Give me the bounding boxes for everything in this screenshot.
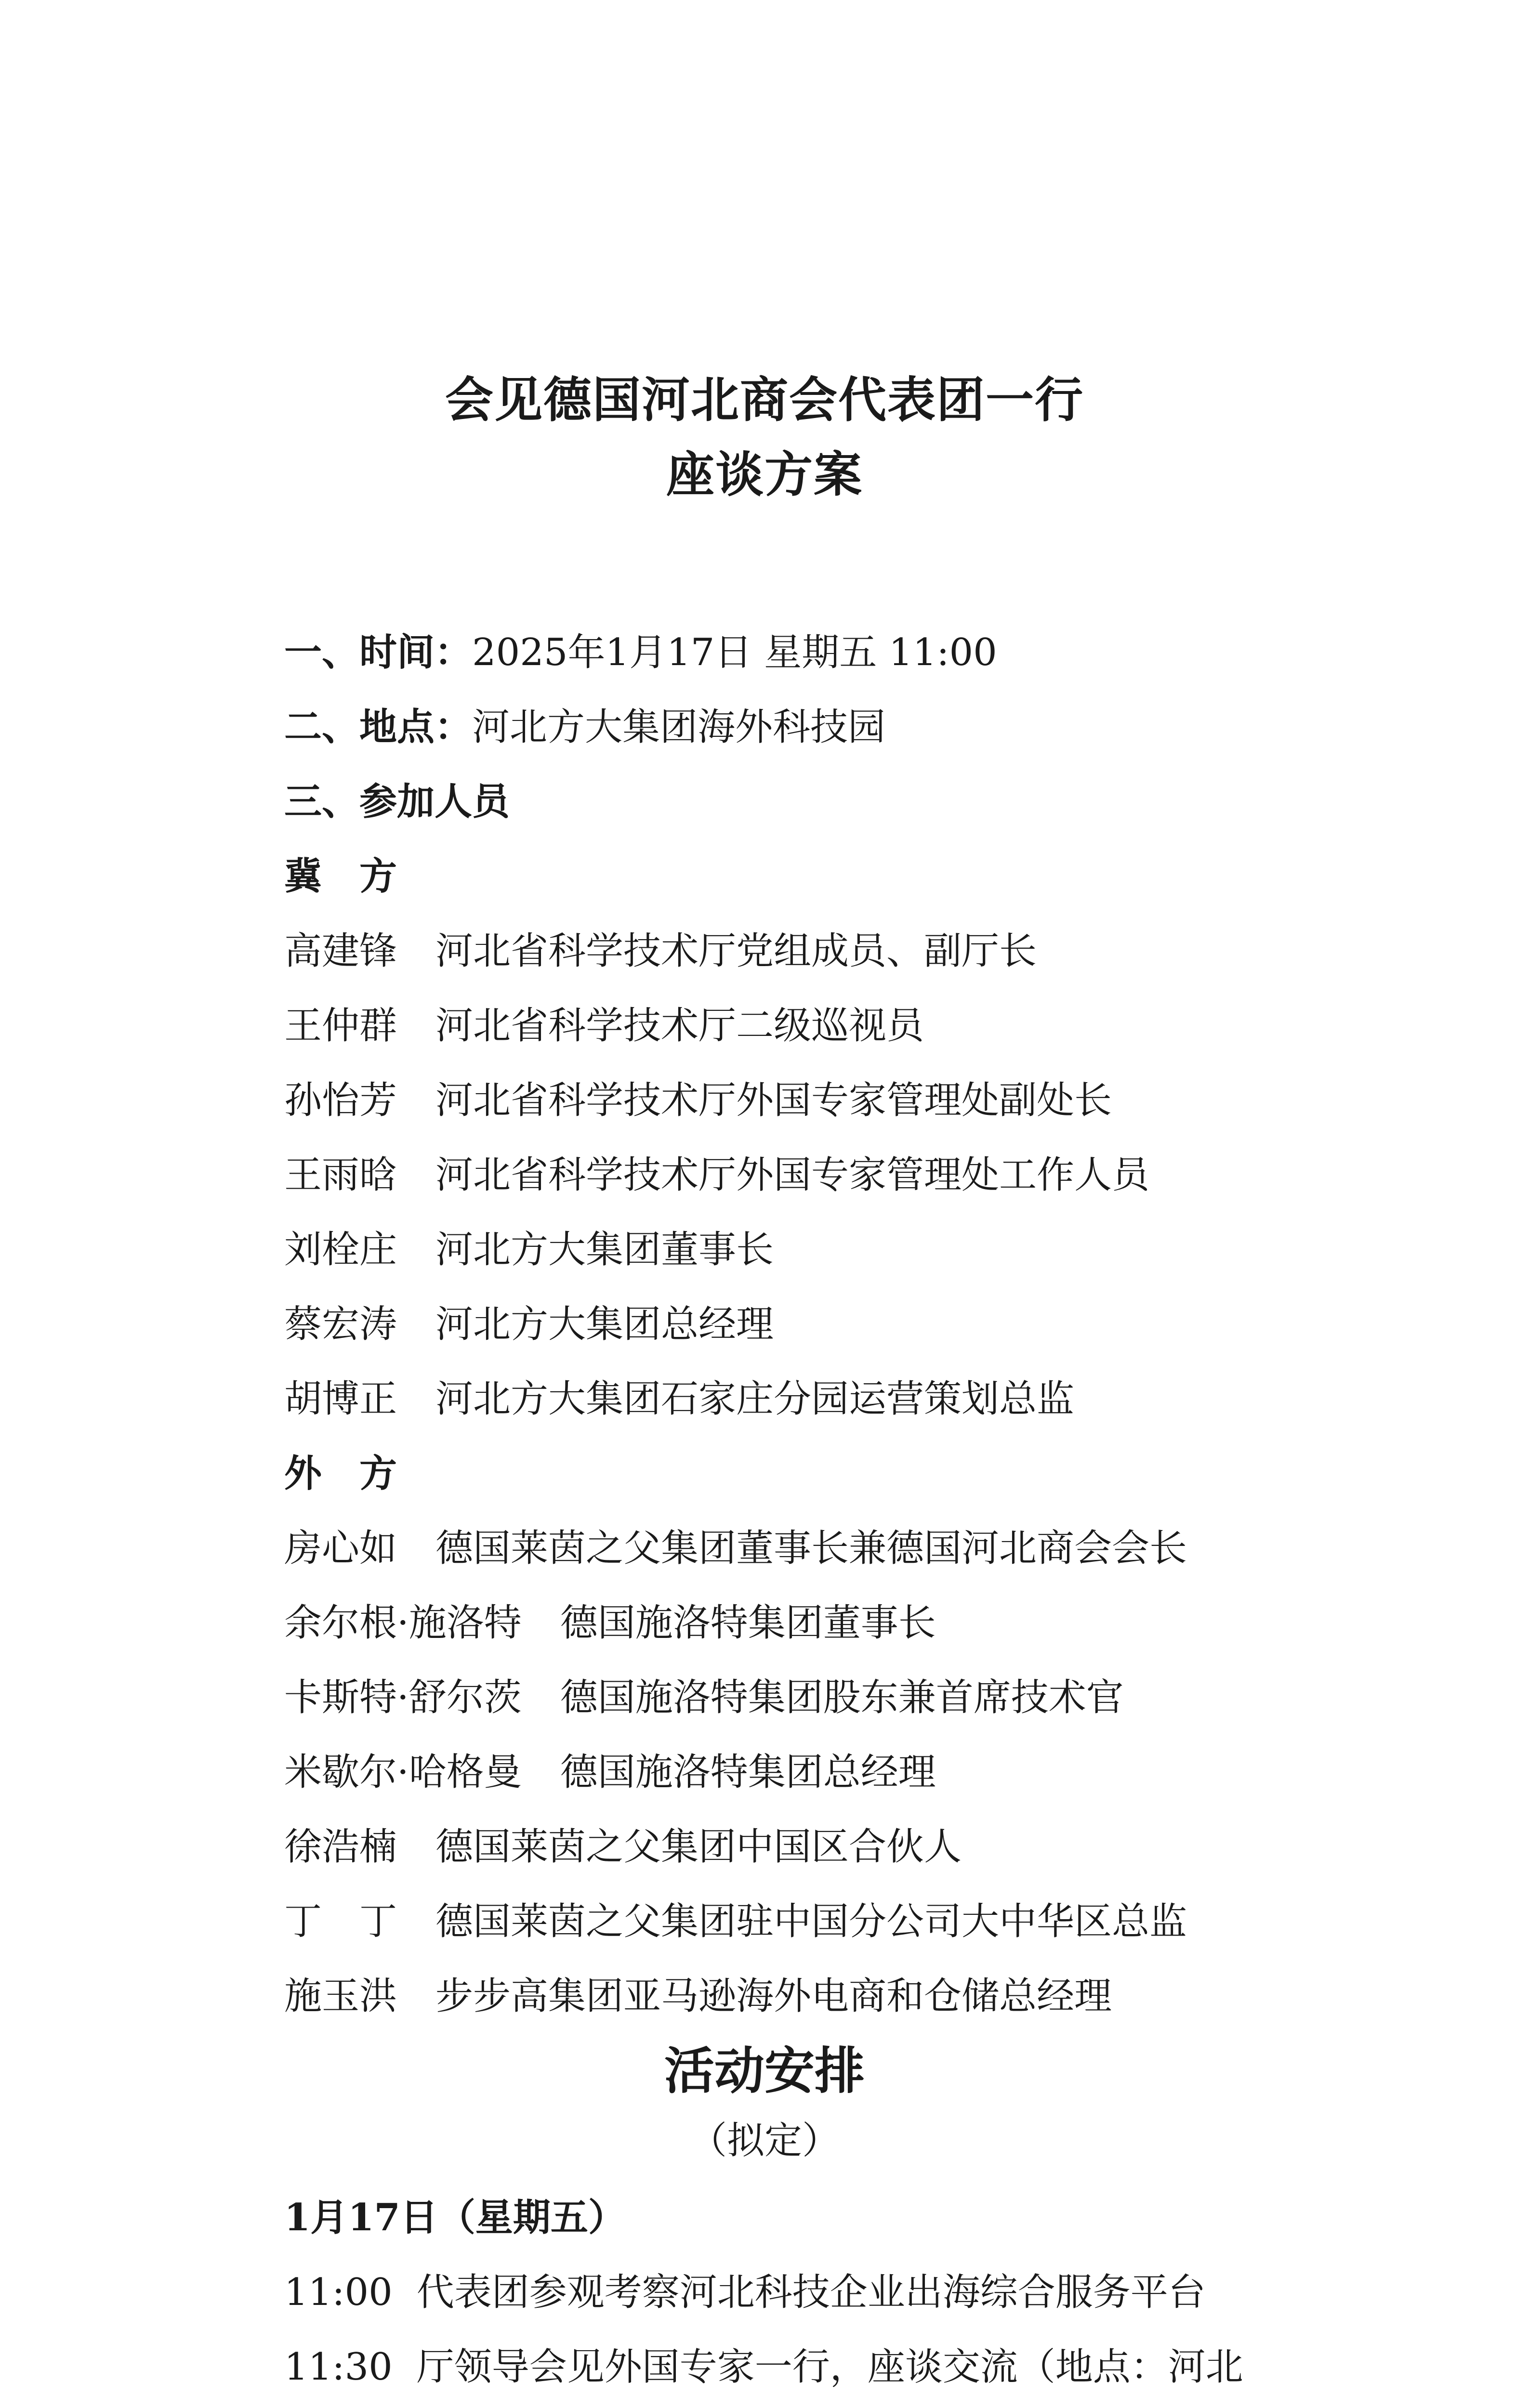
member-name: 王雨晗	[284, 1153, 397, 1197]
member-name: 刘栓庄	[284, 1228, 397, 1271]
member-name: 施玉洪	[284, 1975, 397, 2018]
member-name: 徐浩楠	[284, 1825, 397, 1869]
ji-member-row	[284, 1373, 1074, 1426]
document-title-line1: 会见德国河北商会代表团一行	[445, 371, 1084, 428]
document-title-line2: 座谈方案	[666, 446, 863, 503]
foreign-member-row	[284, 1597, 936, 1649]
schedule-time: 11:30	[284, 2345, 393, 2389]
member-name: 米歇尔·哈格曼	[284, 1751, 522, 1794]
place-label: 二、地点：	[284, 705, 473, 749]
member-name: 丁 丁	[284, 1900, 397, 1943]
date-heading: 1月17日（星期五）	[284, 2196, 626, 2239]
member-name: 高建锋	[284, 929, 397, 973]
participants-heading: 三、参加人员	[284, 780, 510, 824]
place-row	[284, 701, 885, 754]
ji-member-row	[284, 1074, 1112, 1127]
time-label: 一、时间：	[284, 630, 473, 674]
ji-member-row	[284, 1223, 774, 1276]
schedule-row	[284, 2341, 1243, 2394]
member-title: 河北省科学技术厅外国专家管理处工作人员	[435, 1153, 1150, 1197]
time-row	[284, 626, 997, 679]
ji-side-heading: 冀 方	[284, 854, 397, 898]
schedule-row	[284, 2266, 1206, 2319]
member-title: 德国施洛特集团董事长	[560, 1601, 936, 1645]
member-title: 德国施洛特集团股东兼首席技术官	[560, 1676, 1124, 1719]
member-title: 河北省科学技术厅党组成员、副厅长	[435, 929, 1037, 973]
place-value: 河北方大集团海外科技园	[472, 706, 886, 749]
member-title: 步步高集团亚马逊海外电商和仓储总经理	[435, 1975, 1112, 2018]
member-name: 孙怡芳	[284, 1079, 397, 1122]
activity-subtitle: （拟定）	[689, 2119, 840, 2162]
member-title: 德国莱茵之父集团中国区合伙人	[435, 1825, 962, 1869]
member-title: 河北省科学技术厅外国专家管理处副处长	[435, 1079, 1112, 1122]
foreign-member-row	[284, 1895, 1187, 1948]
member-title: 河北方大集团总经理	[435, 1303, 774, 1346]
member-name: 蔡宏涛	[284, 1303, 397, 1346]
member-title: 河北方大集团石家庄分园运营策划总监	[435, 1377, 1075, 1421]
foreign-member-row	[284, 1671, 1124, 1724]
schedule-text: 厅领导会见外国专家一行，座谈交流（地点：河北	[416, 2345, 1243, 2389]
member-title: 德国莱茵之父集团董事长兼德国河北商会会长	[435, 1527, 1187, 1570]
member-title: 德国莱茵之父集团驻中国分公司大中华区总监	[435, 1900, 1187, 1943]
time-value: 2025年1月17日 星期五 11:00	[472, 631, 997, 674]
ji-member-row	[284, 925, 1037, 978]
ji-member-row	[284, 1298, 774, 1351]
foreign-member-row	[284, 1522, 1187, 1575]
activity-title: 活动安排	[664, 2041, 865, 2100]
schedule-text: 代表团参观考察河北科技企业出海综合服务平台	[416, 2271, 1206, 2314]
ji-member-row	[284, 1149, 1149, 1202]
member-title: 河北省科学技术厅二级巡视员	[435, 1004, 924, 1047]
member-name: 王仲群	[284, 1004, 397, 1047]
foreign-member-row	[284, 1970, 1112, 2023]
member-name: 卡斯特·舒尔茨	[284, 1676, 522, 1719]
member-title: 河北方大集团董事长	[435, 1228, 774, 1271]
member-name: 房心如	[284, 1527, 397, 1570]
foreign-side-heading: 外 方	[284, 1452, 397, 1495]
ji-member-row	[284, 999, 924, 1052]
foreign-member-row	[284, 1746, 936, 1799]
member-name: 胡博正	[284, 1377, 397, 1421]
member-name: 余尔根·施洛特	[284, 1601, 522, 1645]
foreign-member-row	[284, 1820, 962, 1873]
schedule-time: 11:00	[284, 2271, 393, 2314]
member-title: 德国施洛特集团总经理	[560, 1751, 936, 1794]
